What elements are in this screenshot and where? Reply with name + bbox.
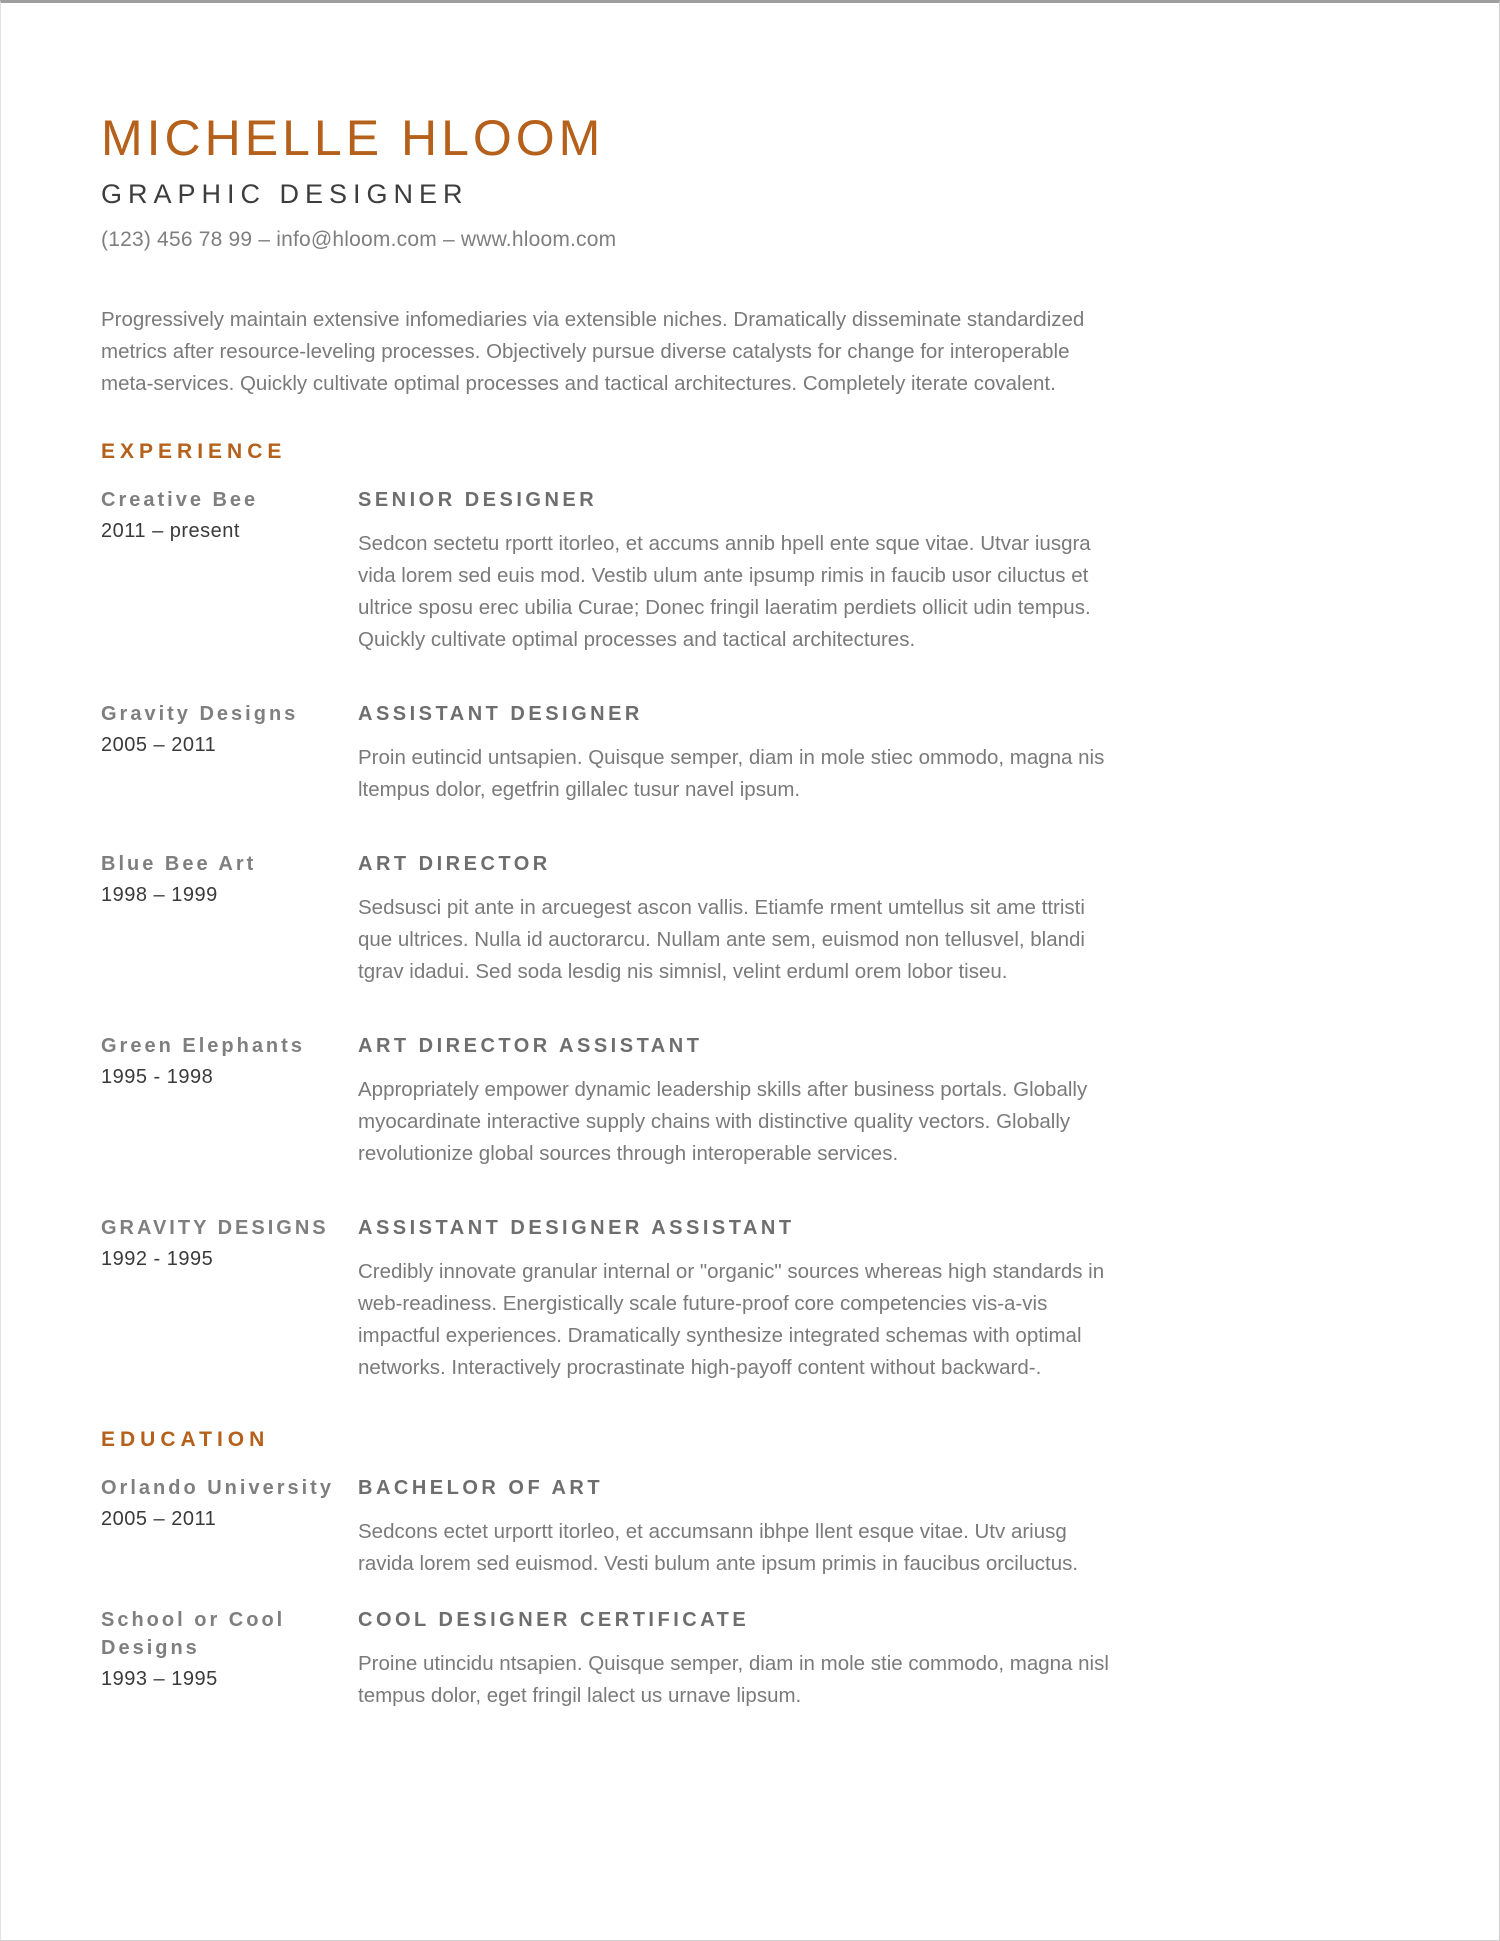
section-heading: EXPERIENCE	[101, 440, 287, 463]
person-job-title: GRAPHIC DESIGNER	[101, 179, 469, 209]
resume-section	[101, 1428, 1404, 1712]
entry-dates: 1992 - 1995	[101, 1248, 214, 1270]
entry-role-title: BACHELOR OF ART	[358, 1477, 604, 1499]
entry-role-title: ASSISTANT DESIGNER ASSISTANT	[358, 1217, 795, 1239]
entry-left-column	[101, 1606, 358, 1712]
entry-organization: Green Elephants	[101, 1035, 305, 1057]
entry-left-column	[101, 1474, 358, 1580]
entry-right-column	[358, 486, 1113, 656]
entry-dates: 2005 – 2011	[101, 1508, 217, 1530]
resume-entry	[101, 700, 1404, 806]
contact-line: (123) 456 78 99 – info@hloom.com – www.hloom.com	[101, 228, 617, 251]
entry-dates: 1993 – 1995	[101, 1668, 218, 1690]
entry-organization: Creative Bee	[101, 489, 259, 511]
entry-description: Sedcon sectetu rportt itorleo, et accums annib hpell ente sque vitae. Utvar iusgra vida lorem sed euis mod. Vestib ulum ante ipsump rimis in faucib usor ciluctus et ultrice sposu erec ubilia Curae; Donec fringil laeratim perdiets ollicit udin tempus. Quickly cultivate optimal processes and tactical architectures.	[358, 532, 1091, 651]
entry-organization: Blue Bee Art	[101, 853, 257, 875]
entry-right-column	[358, 1214, 1113, 1384]
page-inner	[1, 3, 1499, 1712]
entry-right-column	[358, 700, 1113, 806]
entry-role-title: COOL DESIGNER CERTIFICATE	[358, 1609, 750, 1631]
resume-entry	[101, 486, 1404, 656]
entry-organization: GRAVITY DESIGNS	[101, 1217, 329, 1239]
entry-role-title: ART DIRECTOR	[358, 853, 551, 875]
entry-right-column	[358, 1032, 1113, 1170]
entry-dates: 1995 - 1998	[101, 1066, 214, 1088]
entry-description: Sedcons ectet urportt itorleo, et accumsann ibhpe llent esque vitae. Utv ariusg ravida lorem sed euismod. Vesti bulum ante ipsum primis in faucibus orciluctus.	[358, 1520, 1079, 1575]
entry-organization: School or Cool Designs	[101, 1609, 286, 1659]
resume-entry	[101, 1214, 1404, 1384]
entry-dates: 2011 – present	[101, 520, 240, 542]
entry-description: Appropriately empower dynamic leadership skills after business portals. Globally myocardinate interactive supply chains with distinctive quality vectors. Globally revolutionize global sources through interoperable services.	[358, 1078, 1088, 1165]
entry-left-column	[101, 700, 358, 806]
entry-description: Proine utincidu ntsapien. Quisque semper, diam in mole stie commodo, magna nisl tempus dolor, eget fringil lalect us urnave lipsum.	[358, 1652, 1109, 1707]
entry-organization: Orlando University	[101, 1477, 334, 1499]
section-entries	[101, 1474, 1404, 1712]
entry-right-column	[358, 1474, 1113, 1580]
entry-left-column	[101, 850, 358, 988]
resume-entry	[101, 1032, 1404, 1170]
resume-entry	[101, 1474, 1404, 1580]
resume-entry	[101, 1606, 1404, 1712]
entry-left-column	[101, 1214, 358, 1384]
entry-description: Sedsusci pit ante in arcuegest ascon vallis. Etiamfe rment umtellus sit ame ttristi que ultrices. Nulla id auctorarcu. Nullam ante sem, euismod non tellusvel, blandi tgrav idadui. Sed soda lesdig nis simnisl, velint erduml orem lobor tiseu.	[358, 896, 1085, 983]
entry-dates: 2005 – 2011	[101, 734, 217, 756]
section-heading: EDUCATION	[101, 1428, 270, 1451]
entry-description: Credibly innovate granular internal or "organic" sources whereas high standards in web-readiness. Energistically scale future-proof core competencies vis-a-vis impactful experiences. Dramatically synthesize integrated schemas with optimal networks. Interactively procrastinate high-payoff content without backward-.	[358, 1260, 1105, 1379]
entry-right-column	[358, 850, 1113, 988]
entry-description: Proin eutincid untsapien. Quisque semper, diam in mole stiec ommodo, magna nis ltempus dolor, egetfrin gillalec tusur navel ipsum.	[358, 746, 1105, 801]
section-entries	[101, 486, 1404, 1384]
entry-role-title: ART DIRECTOR ASSISTANT	[358, 1035, 703, 1057]
entry-left-column	[101, 486, 358, 656]
entry-right-column	[358, 1606, 1113, 1712]
entry-role-title: ASSISTANT DESIGNER	[358, 703, 643, 725]
entry-left-column	[101, 1032, 358, 1170]
entry-dates: 1998 – 1999	[101, 884, 218, 906]
resume-entry	[101, 850, 1404, 988]
resume-header	[101, 110, 1404, 252]
resume-section	[101, 440, 1404, 1384]
entry-role-title: SENIOR DESIGNER	[358, 489, 598, 511]
entry-organization: Gravity Designs	[101, 703, 299, 725]
summary-paragraph: Progressively maintain extensive infomediaries via extensible niches. Dramatically disseminate standardized metrics after resource-leveling processes. Objectively pursue diverse catalysts for change for interoperable meta-services. Quickly cultivate optimal processes and tactical architectures. Completely iterate covalent.	[101, 308, 1085, 395]
sections-root	[101, 440, 1404, 1712]
person-name: MICHELLE HLOOM	[101, 110, 605, 166]
